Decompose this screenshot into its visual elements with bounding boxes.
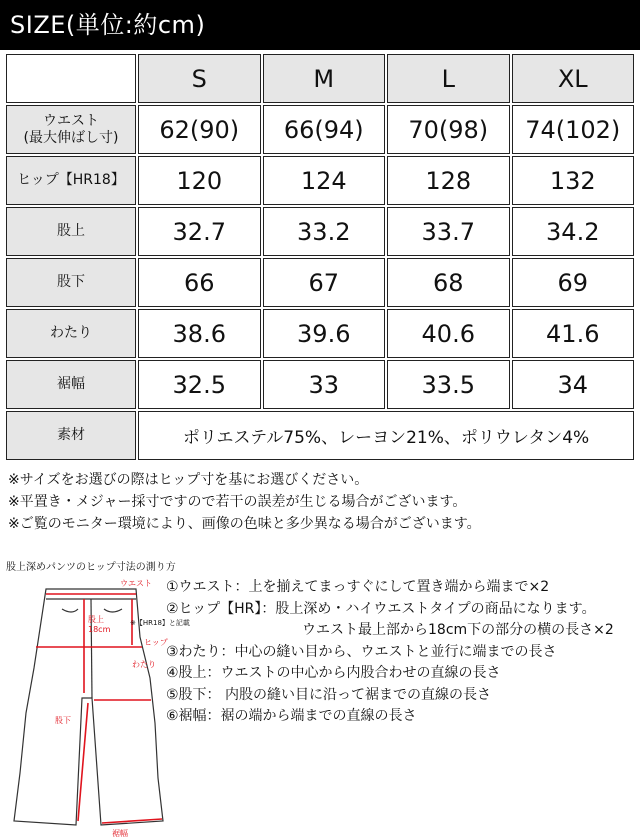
size-l: L: [387, 54, 510, 103]
table-cell: 39.6: [263, 309, 386, 358]
table-cell: 74(102): [512, 105, 635, 154]
table-cell: 34.2: [512, 207, 635, 256]
pants-diagram: [0, 573, 190, 839]
size-header-row: [6, 54, 634, 103]
step-waist: ①ウエスト：上を揃えてまっすぐにして置き端から端まで×2: [166, 579, 550, 595]
corner-cell: [6, 54, 136, 103]
header-title: SIZE(単位:約cm): [10, 11, 206, 39]
row-label-rise: 股上: [6, 207, 136, 256]
table-row: [6, 258, 634, 307]
row-label-hem: 裾幅: [6, 360, 136, 409]
label-rise-cm: 18cm: [88, 625, 111, 634]
table-cell: 68: [387, 258, 510, 307]
table-row: [6, 156, 634, 205]
label-inseam: 股下: [55, 716, 71, 725]
page-header: [0, 0, 640, 50]
row-label-material: 素材: [6, 411, 136, 460]
measurement-steps: [166, 577, 614, 728]
label-thigh: わたり: [132, 660, 156, 669]
row-label-line1: ウエスト: [43, 112, 99, 129]
table-cell: 33.2: [263, 207, 386, 256]
step-rise: ④股上：ウエストの中心から内股合わせの直線の長さ: [166, 665, 501, 681]
label-hem: 裾幅: [112, 829, 128, 838]
row-label-waist: [6, 105, 136, 154]
table-cell: 120: [138, 156, 261, 205]
table-cell: 38.6: [138, 309, 261, 358]
label-hr-note: ※【HR18】と記載: [130, 619, 190, 627]
note-line: ※平置き・メジャー採寸ですので若干の誤差が生じる場合がございます。: [8, 494, 467, 510]
material-row: [6, 411, 634, 460]
label-hip: ヒップ: [144, 638, 168, 647]
size-m: M: [263, 54, 386, 103]
step-hip: ②ヒップ【HR】：股上深め・ハイウエストタイプの商品になります。: [166, 600, 596, 617]
material-value: ポリエステル75%、レーヨン21%、ポリウレタン4%: [138, 411, 634, 460]
row-label-inseam: 股下: [6, 258, 136, 307]
step-inseam: ⑤股下： 内股の縫い目に沿って裾までの直線の長さ: [166, 686, 491, 703]
step-hem: ⑥裾幅：裾の端から端までの直線の長さ: [166, 708, 417, 724]
table-cell: 33.7: [387, 207, 510, 256]
table-row: [6, 207, 634, 256]
notes: [8, 469, 481, 535]
table-cell: 33: [263, 360, 386, 409]
table-row: [6, 309, 634, 358]
size-xl: XL: [512, 54, 635, 103]
table-cell: 66: [138, 258, 261, 307]
row-label-thigh: わたり: [6, 309, 136, 358]
table-row: [6, 105, 634, 154]
table-row: [6, 360, 634, 409]
table-cell: 41.6: [512, 309, 635, 358]
table-cell: 40.6: [387, 309, 510, 358]
table-cell: 66(94): [263, 105, 386, 154]
table-cell: 69: [512, 258, 635, 307]
table-cell: 67: [263, 258, 386, 307]
step-thigh: ③わたり：中心の縫い目から、ウエストと並行に端までの長さ: [166, 643, 557, 660]
table-cell: 132: [512, 156, 635, 205]
table-cell: 34: [512, 360, 635, 409]
note-line: ※ご覧のモニター環境により、画像の色味と多少異なる場合がございます。: [8, 516, 481, 532]
size-table: [4, 52, 636, 462]
table-cell: 128: [387, 156, 510, 205]
size-s: S: [138, 54, 261, 103]
diagram-title: 股上深めパンツのヒップ寸法の測り方: [6, 562, 176, 573]
table-cell: 124: [263, 156, 386, 205]
row-label-hip: ヒップ【HR18】: [6, 156, 136, 205]
note-line: ※サイズをお選びの際はヒップ寸を基にお選びください。: [8, 472, 369, 488]
table-cell: 70(98): [387, 105, 510, 154]
table-cell: 62(90): [138, 105, 261, 154]
label-rise: 股上: [88, 615, 104, 624]
table-cell: 32.7: [138, 207, 261, 256]
row-label-line2: (最大伸ばし寸): [23, 129, 119, 146]
step-hip-detail: ウエスト最上部から18cm下の部分の横の長さ×2: [302, 622, 614, 638]
table-cell: 32.5: [138, 360, 261, 409]
label-waist: ウエスト: [120, 579, 152, 588]
table-cell: 33.5: [387, 360, 510, 409]
